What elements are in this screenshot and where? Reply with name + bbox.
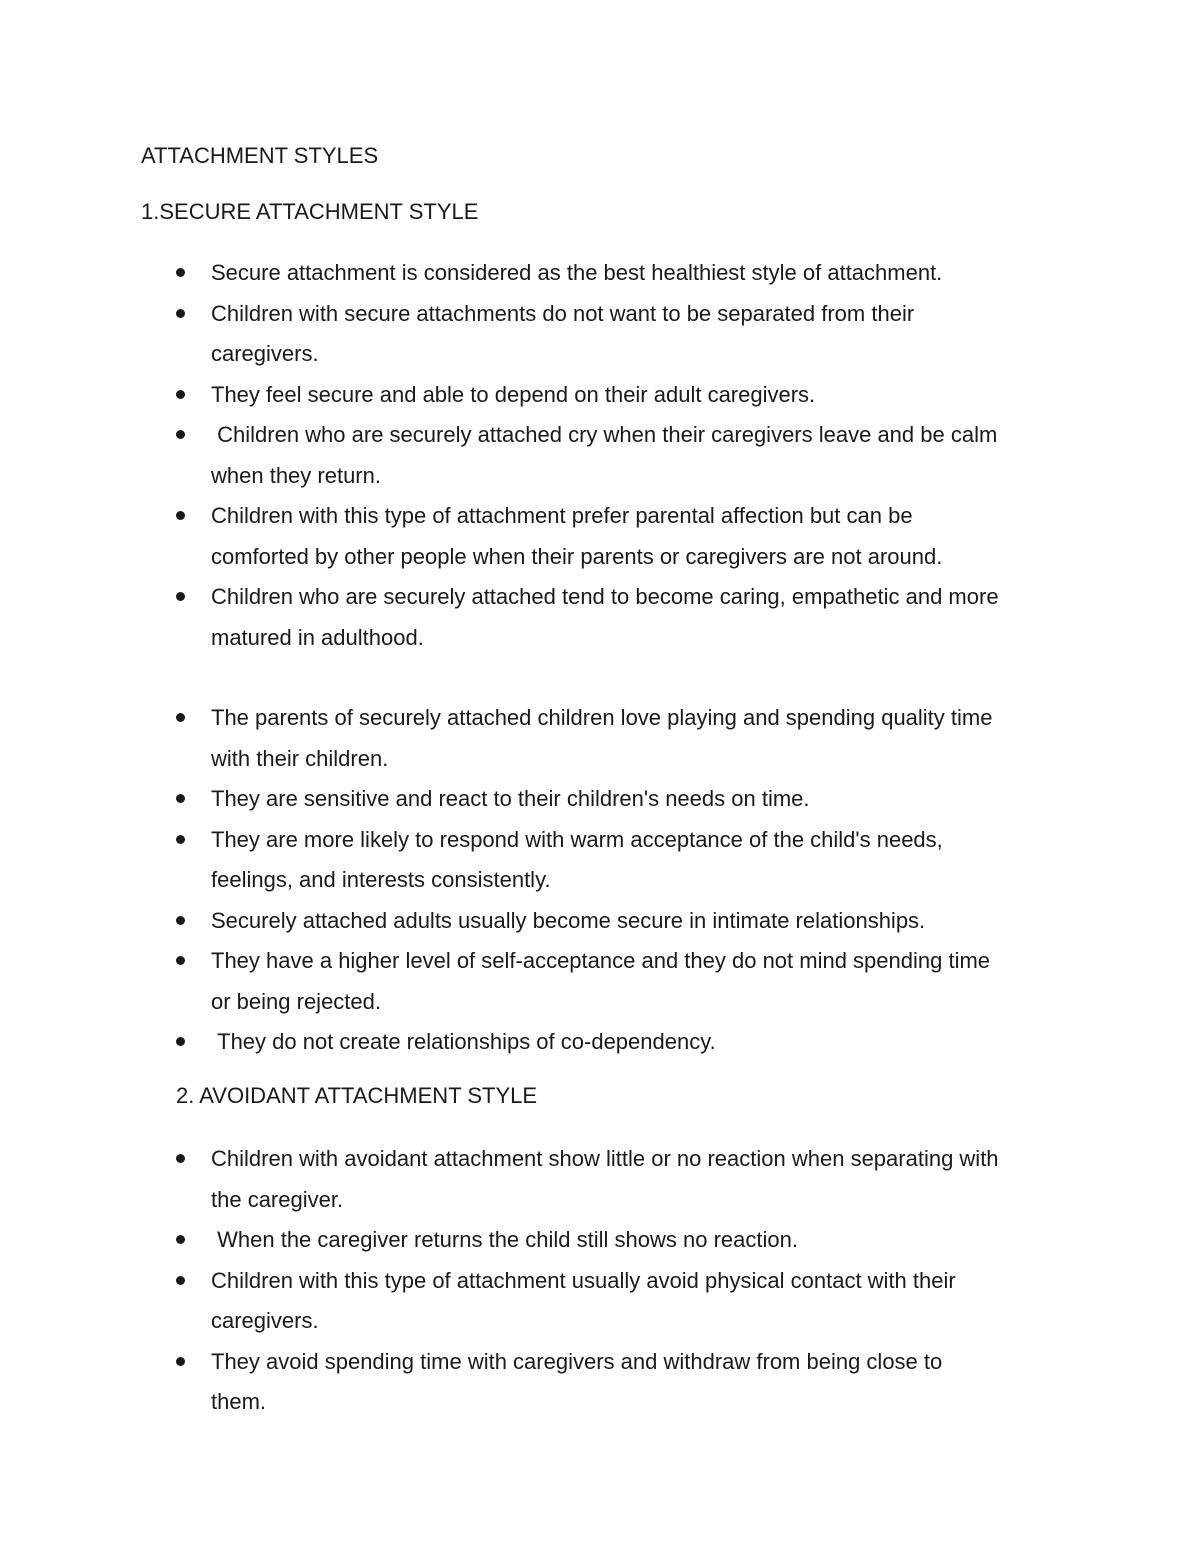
list-item (176, 941, 1066, 1022)
bullet-icon (176, 1276, 185, 1285)
list-item (176, 375, 1066, 416)
bullet-text: The parents of securely attached children love playing and spending quality time with their children. (211, 705, 993, 771)
bullet-icon (176, 1235, 185, 1244)
bullet-icon (176, 430, 185, 439)
bullet-icon (176, 835, 185, 844)
bullet-icon (176, 794, 185, 803)
list-item (176, 698, 1066, 779)
list-item (176, 1022, 1066, 1063)
bullet-icon (176, 916, 185, 925)
bullet-text: They avoid spending time with caregivers and withdraw from being close to them. (211, 1348, 943, 1414)
list-item (176, 820, 1066, 901)
list-item (176, 577, 1066, 658)
bullet-icon (176, 309, 185, 318)
bullet-list-avoidant (176, 1139, 1066, 1423)
section-heading-secure: 1.SECURE ATTACHMENT STYLE (141, 199, 479, 224)
bullet-text: When the caregiver returns the child still shows no reaction. (211, 1227, 798, 1252)
bullet-text: Securely attached adults usually become secure in intimate relationships. (211, 907, 926, 933)
bullet-text: They feel secure and able to depend on their adult caregivers. (211, 381, 816, 407)
section-heading-avoidant: 2. AVOIDANT ATTACHMENT STYLE (176, 1083, 538, 1108)
list-item (176, 294, 1066, 375)
bullet-icon (176, 592, 185, 601)
bullet-icon (176, 956, 185, 965)
bullet-list-secure (176, 253, 1066, 1063)
bullet-text: Children who are securely attached tend to become caring, empathetic and more matured in adulthood. (211, 584, 999, 650)
list-item (176, 253, 1066, 294)
list-item (176, 779, 1066, 820)
bullet-icon (176, 511, 185, 520)
bullet-text: They are sensitive and react to their children's needs on time. (211, 786, 810, 811)
bullet-text: Secure attachment is considered as the best healthiest style of attachment. (211, 260, 943, 285)
bullet-icon (176, 268, 185, 277)
bullet-icon (176, 1357, 185, 1366)
list-item (176, 1342, 1066, 1423)
list-item (176, 901, 1066, 942)
bullet-text: They do not create relationships of co-dependency. (211, 1029, 716, 1054)
bullet-text: Children with this type of attachment prefer parental affection but can be comforted by other people when their parents or caregivers are not around. (211, 503, 943, 569)
list-item (176, 415, 1066, 496)
document-title: ATTACHMENT STYLES (141, 143, 379, 168)
bullet-text: Children with avoidant attachment show little or no reaction when separating with the caregiver. (211, 1146, 999, 1212)
bullet-icon (176, 1037, 185, 1046)
bullet-text: They are more likely to respond with warm acceptance of the child's needs, feelings, and interests consistently. (211, 826, 943, 892)
bullet-text: Children who are securely attached cry when their caregivers leave and be calm when they return. (211, 422, 998, 488)
bullet-text: They have a higher level of self-acceptance and they do not mind spending time or being rejected. (211, 948, 991, 1014)
list-item (176, 496, 1066, 577)
bullet-text: Children with secure attachments do not want to be separated from their caregivers. (211, 300, 915, 366)
list-item (176, 1139, 1066, 1220)
bullet-icon (176, 713, 185, 722)
bullet-icon (176, 390, 185, 399)
list-item (176, 1261, 1066, 1342)
bullet-icon (176, 1154, 185, 1163)
list-item (176, 1220, 1066, 1261)
bullet-text: Children with this type of attachment usually avoid physical contact with their caregivers. (211, 1267, 956, 1333)
